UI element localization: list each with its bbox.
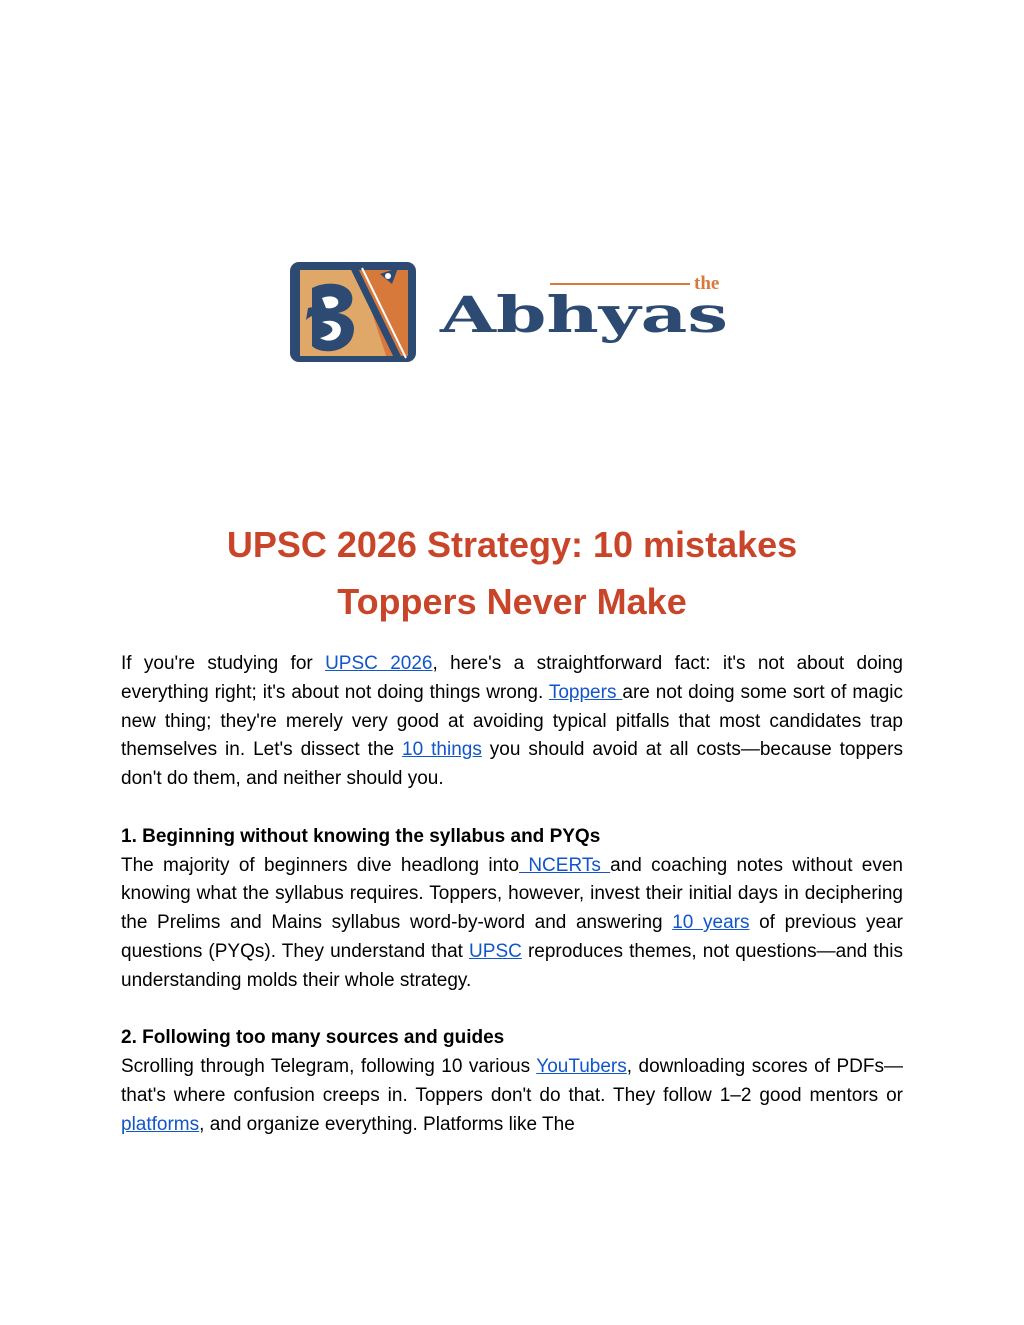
section-text: of previous year questions (PYQs). They understand that [121,912,903,962]
section-paragraph [121,852,903,996]
logo-small-text: the [694,273,720,294]
section-text: reproduces themes, not questions—and this understanding molds their whole strategy. [121,940,903,991]
intro-paragraph [121,650,903,794]
section-paragraph [121,1053,903,1139]
page-title-line2: Toppers Never Make [337,581,687,622]
intro-text-4: you should avoid at all costs—because toppers don't do them, and neither should you. [121,739,903,790]
article-body [121,650,903,1140]
section-heading: 1. Beginning without knowing the syllabus and PYQs [121,825,601,847]
link-10-years[interactable]: 10 years [672,912,750,934]
link-upsc[interactable]: UPSC [469,940,522,962]
logo-brand-text: Abhyas [438,285,728,344]
link-toppers[interactable]: Toppers [548,681,623,703]
brand-logo [288,258,738,368]
page-title-line1: UPSC 2026 Strategy: 10 mistakes [226,524,798,565]
link-10-things[interactable]: 10 things [402,739,482,761]
logo-wordmark [439,273,728,344]
intro-text-2: , here's a straightforward fact: it's not about doing everything right; it's about not doing things wrong. [121,653,903,703]
section-text: , and organize everything. Platforms like The [199,1113,575,1135]
page-title [112,516,912,630]
section-1 [121,823,903,996]
intro-text-3: are not doing some sort of magic new thing; they're merely very good at avoiding typical pitfalls that most candidates trap themselves in. Let's dissect the [121,681,904,761]
section-text: The majority of beginners dive headlong into [121,854,520,876]
section-text: , downloading scores of PDFs—that's where confusion creeps in. Toppers don't do that. They follow 1–2 good mentors or [121,1056,903,1106]
intro-text-1: If you're studying for [121,653,326,674]
link-upsc-2026[interactable]: UPSC 2026 [325,653,433,674]
logo-emblem [290,262,416,362]
link-ncerts[interactable]: NCERTs [519,854,611,876]
link-platforms[interactable]: platforms [121,1113,200,1135]
section-text: and coaching notes without even knowing what the syllabus requires. Toppers, however, invest their initial days in deciphering the Prelims and Mains syllabus word-by-word and answering [121,854,903,934]
section-text: Scrolling through Telegram, following 10 various [121,1056,537,1078]
section-2 [121,1024,903,1139]
link-youtubers[interactable]: YouTubers [536,1056,627,1078]
section-heading: 2. Following too many sources and guides [121,1027,505,1049]
